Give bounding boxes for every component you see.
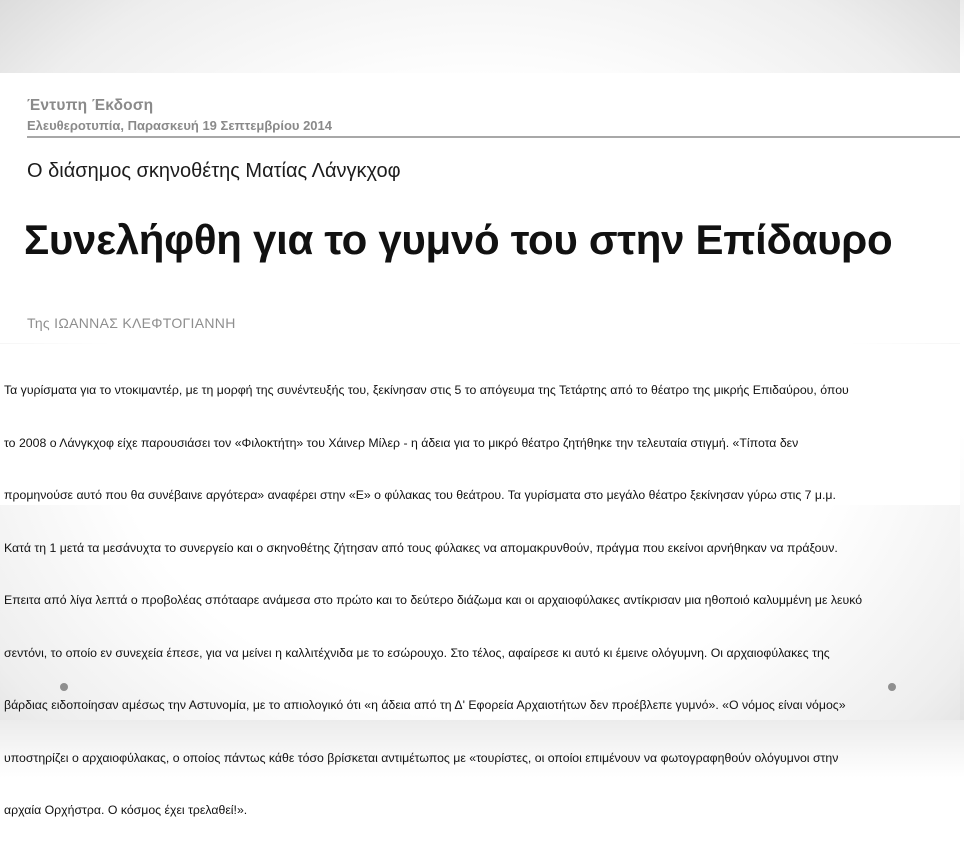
edition-date: Ελευθεροτυπία, Παρασκευή 19 Σεπτεμβρίου 2014 xyxy=(27,118,332,133)
article-line: Κατά τη 1 μετά τα μεσάνυχτα το συνεργείο και ο σκηνοθέτης ζήτησαν από τους φύλακες να απομακρυνθούν, πράγμα που εκείνοι αρνήθηκαν να πράξουν. xyxy=(4,540,838,555)
article-headline: Συνελήφθη για το γυμνό του στην Επίδαυρο xyxy=(24,216,893,263)
edition-label: Έντυπη Έκδοση xyxy=(27,97,154,114)
slide-bullet-left xyxy=(60,683,68,691)
header-divider xyxy=(27,136,960,138)
slide-bullet-right xyxy=(888,683,896,691)
article-line: προμηνούσε αυτό που θα συνέβαινε αργότερα» αναφέρει στην «Ε» ο φύλακας του θεάτρου. Τα γυρίσματα στο μεγάλο θέατρο ξεκίνησαν γύρω στις 7 μ.μ. xyxy=(4,488,836,502)
article-line: Επειτα από λίγα λεπτά ο προβολέας σπότααρε ανάμεσα στο πρώτο και το δεύτερο διάζωμα και οι αρχαιοφύλακες αντίκρισαν μια ηθοποιό καλυμμένη με λευκό xyxy=(4,593,863,607)
article-line: σεντόνι, το οποίο εν συνεχεία έπεσε, για να μείνει η καλλιτέχνιδα με το εσώρουχο. Στο τέλος, αφαίρεσε κι αυτό κι έμεινε ολόγυμνη. Οι αρχαιοφύλακες της xyxy=(4,645,830,660)
article-line: υποστηρίζει ο αρχαιοφύλακας, ο οποίος πάντως κάθε τόσο βρίσκεται αντιμέτωπος με «τουρίστες, οι οποίοι επιμένουν να φωτογραφηθούν ολόγυμνοι στην xyxy=(4,750,839,765)
article-body-clipping xyxy=(0,344,960,817)
article-body-text xyxy=(0,347,964,855)
article-line: το 2008 ο Λάνγκχοφ είχε παρουσιάσει τον «Φιλοκτήτη» του Χάινερ Μίλερ - η άδεια για το μικρό θέατρο ζητήθηκε την τελευταία στιγμή. «Τίποτα δεν xyxy=(4,435,799,450)
article-line: Τα γυρίσματα για το ντοκιμαντέρ, με τη μορφή της συνέντευξής του, ξεκίνησαν στις 5 το απόγευμα της Τετάρτης από το θέατρο της μικρής Επιδαύρου, όπου xyxy=(4,383,849,397)
article-line: αρχαία Ορχήστρα. Ο κόσμος έχει τρελαθεί!». xyxy=(4,803,248,817)
article-byline: Της ΙΩΑΝΝΑΣ ΚΛΕΦΤΟΓΙΑΝΝΗ xyxy=(27,315,236,331)
article-kicker: Ο διάσημος σκηνοθέτης Ματίας Λάνγκχοφ xyxy=(27,160,401,182)
article-line: βάρδιας ειδοποίησαν αμέσως την Αστυνομία, με το απιολογικό ότι «η άδεια από τη Δ' Εφορεία Αρχαιοτήτων δεν προέβλεπε γυμνό». «Ο νόμος είναι νόμος» xyxy=(4,698,846,712)
